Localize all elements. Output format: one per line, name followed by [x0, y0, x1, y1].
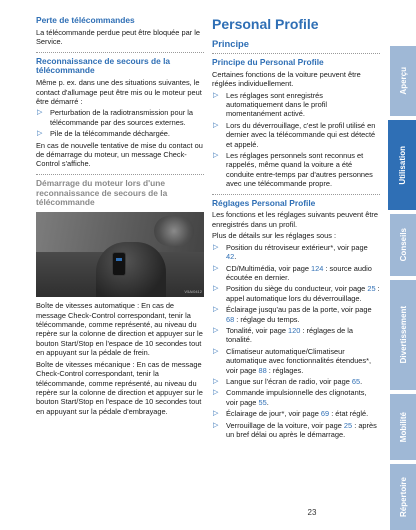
page-link[interactable]: 69 [320, 409, 330, 419]
page-link[interactable]: 120 [288, 325, 301, 335]
list-item: ▷ Lors du déverrouillage, c'est le profil utilisé en dernier avec la télécommande qui est détecté et appelé. [213, 120, 376, 149]
heading-principe: Principe [212, 38, 249, 49]
list-item: ▷ Commande impulsionnelle des clignotants, voir page 55. [213, 388, 367, 407]
heading-principe-profile: Principe du Personal Profile [212, 57, 324, 67]
triangle-bullet-icon: ▷ [37, 109, 43, 117]
reglages-details-text: Plus de détails sur les réglages sous : [212, 231, 337, 241]
photo-code: V5A/0412 [184, 288, 202, 294]
triangle-bullet-icon: ▷ [37, 130, 43, 138]
list-item: ▷ Pile de la télécommande déchargée. [37, 129, 170, 139]
triangle-bullet-icon: ▷ [213, 326, 219, 334]
check-control-text: En cas de nouvelle tentative de mise du contact ou de démarrage du moteur, un message Check-Control s'affiche. [36, 140, 203, 169]
page-number: 23 [307, 508, 317, 517]
manual-gearbox-text: Boîte de vitesses mécanique : En cas de message Check-Control correspondant, tenir la télécommande, comme représenté, au niveau du repère sur la colonne de direction et appuyer sur le bouton Start/Stop en l'espace de 10 secondes tout en appuyant sur la pédale d'embrayage. [36, 359, 203, 416]
tab-utilisation[interactable]: Utilisation [388, 120, 416, 210]
right-column [212, 16, 380, 441]
divider [212, 194, 380, 195]
tab-apercu[interactable]: Aperçu [390, 46, 416, 116]
triangle-bullet-icon: ▷ [213, 264, 219, 272]
page-link[interactable]: 68 [226, 314, 235, 324]
list-item: ▷ Langue sur l'écran de radio, voir page 65. [213, 376, 363, 386]
triangle-bullet-icon: ▷ [213, 410, 219, 418]
triangle-bullet-icon: ▷ [213, 347, 219, 355]
page-link[interactable]: 25 [343, 420, 353, 430]
heading-lost-remote: Perte de télécommandes [36, 15, 135, 25]
page-link[interactable]: 25 [367, 284, 376, 294]
list-item: ▷ Climatiseur automatique/Climatiseur automatique avec fonctionnalités étendues*, voir page 88 : réglages. [213, 346, 372, 375]
heading-engine-start: Démarrage du moteur lors d'une reconnaissance de secours de la télécommande [36, 177, 168, 208]
triangle-bullet-icon: ▷ [213, 285, 219, 293]
steering-column-photo [36, 212, 204, 297]
emergency-detection-list [36, 108, 204, 138]
list-item: ▷ CD/Multimédia, voir page 124 : source audio écoutée en dernier. [213, 263, 372, 282]
list-item: ▷ Verrouillage de la voiture, voir page 25 : après un bref délai ou après le démarrage. [213, 420, 377, 439]
principe-text: Certaines fonctions de la voiture peuvent être réglées individuellement. [212, 69, 361, 89]
page-link[interactable]: 124 [311, 263, 324, 273]
heading-reglages: Réglages Personal Profile [212, 197, 316, 208]
page-link[interactable]: 55 [258, 397, 267, 407]
list-item: ▷ Les réglages personnels sont reconnus et rappelés, même quand la voiture a été conduite entre-temps par d'autres personnes avec une télécommande propre. [213, 151, 373, 189]
chapter-tabs [390, 46, 416, 530]
divider [36, 174, 204, 175]
list-item: ▷ Éclairage de jour*, voir page 69 : état réglé. [213, 409, 369, 419]
triangle-bullet-icon: ▷ [213, 389, 219, 397]
list-item: ▷ Position du rétroviseur extérieur*, voir page 42. [213, 242, 368, 262]
emergency-detection-text: Même p. ex. dans une des situations suivantes, le contact d'allumage peut être mis ou le moteur peut être démarré : [36, 78, 202, 107]
reglages-text: Les fonctions et les réglages suivants peuvent être enregistrés dans un profil. [212, 210, 378, 229]
triangle-bullet-icon: ▷ [213, 377, 219, 385]
triangle-bullet-icon: ▷ [213, 121, 219, 129]
lost-remote-text: La télécommande perdue peut être bloquée par le Service. [36, 27, 200, 47]
triangle-bullet-icon: ▷ [213, 421, 219, 429]
automatic-gearbox-text: Boîte de vitesses automatique : En cas de message Check-Control correspondant, tenir la télécommande, comme représenté, au niveau du repère sur la colonne de direction et appuyer sur le bouton Start/Stop en l'espace de 10 secondes tout en appuyant sur la pédale de frein. [36, 301, 203, 358]
page-link[interactable]: 88 [258, 365, 267, 375]
divider [212, 53, 380, 54]
settings-list [212, 243, 380, 440]
tab-divertissement[interactable]: Divertissement [390, 280, 416, 390]
tab-mobilite[interactable]: Mobilité [390, 394, 416, 460]
left-column [36, 16, 204, 418]
list-item: ▷ Position du siège du conducteur, voir page 25 : appel automatique lors du déverrouillage. [213, 284, 380, 303]
triangle-bullet-icon: ▷ [213, 152, 219, 160]
principe-list [212, 91, 380, 189]
divider [36, 52, 204, 53]
list-item: ▷ Les réglages sont enregistrés automatiquement dans le profil momentanément activé. [213, 90, 328, 119]
triangle-bullet-icon: ▷ [213, 306, 219, 314]
triangle-bullet-icon: ▷ [213, 243, 219, 251]
remote-key-icon [112, 252, 126, 276]
page-link[interactable]: 65 [351, 376, 361, 386]
list-item: ▷ Tonalité, voir page 120 : réglages de la tonalité. [213, 325, 353, 345]
list-item: ▷ Perturbation de la radiotransmission pour la télécommande par des sources externes. [37, 108, 193, 127]
triangle-bullet-icon: ▷ [213, 91, 219, 99]
page-link[interactable]: 42 [226, 252, 235, 262]
list-item: ▷ Éclairage jusqu'au pas de la porte, voir page 68 : réglage du temps. [213, 305, 372, 324]
tab-conseils[interactable]: Conseils [390, 214, 416, 276]
heading-emergency-detection: Reconnaissance de secours de la télécommande [36, 55, 171, 76]
tab-repertoire[interactable]: Répertoire [390, 464, 416, 530]
page-title: Personal Profile [212, 16, 319, 32]
